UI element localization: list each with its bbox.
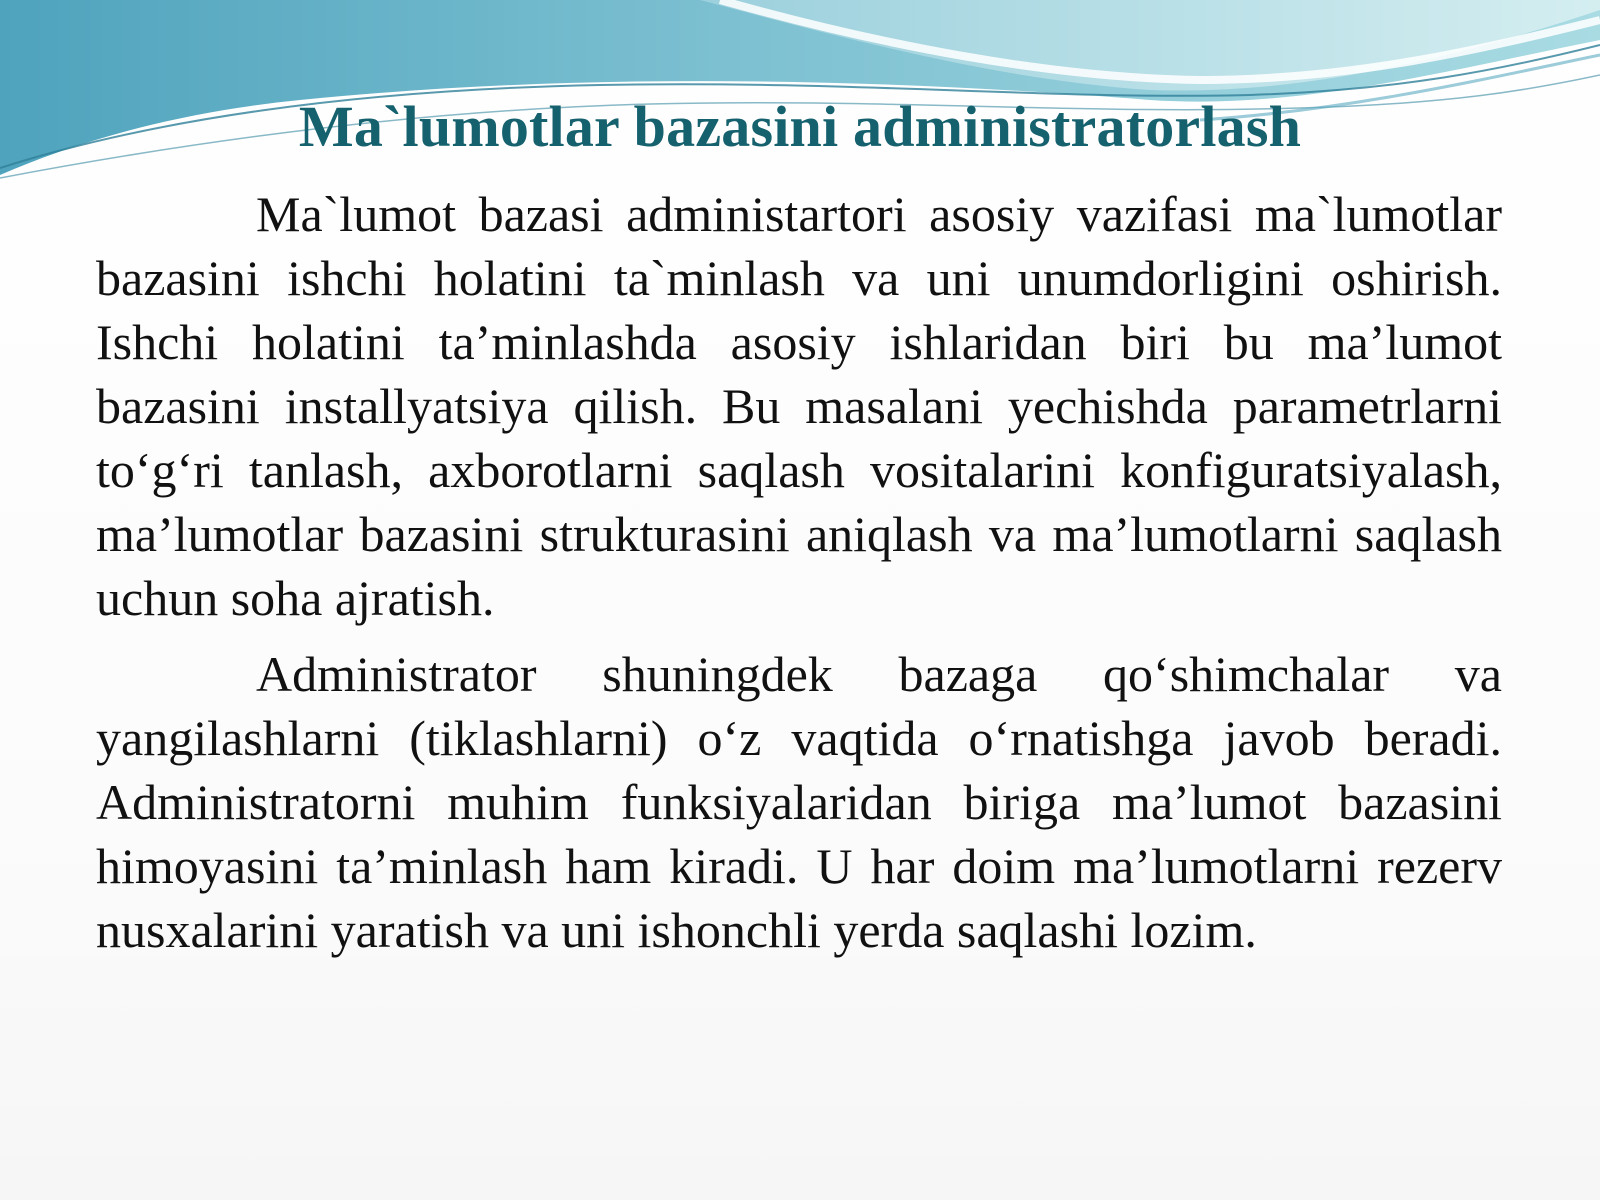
paragraph-2: Administrator shuningdek bazaga qo‘shimchalar va yangilashlarni (tiklashlarni) o‘z vaqtida o‘rnatishga javob beradi. Administratorni muhim funksiyalaridan biriga ma’lumot bazasini himoyasini ta’minlash ham kiradi. U har doim ma’lumotlarni rezerv nusxalarini yaratish va uni ishonchli yerda saqlashi lozim. (96, 646, 1502, 958)
paragraph-1: Ma`lumot bazasi administartori asosiy vazifasi ma`lumotlar bazasini ishchi holatini ta`minlash va uni unumdorligini oshirish. Ishchi holatini ta’minlashda asosiy ishlaridan biri bu ma’lumot bazasini installyatsiya qilish. Bu masalani yechishda parametrlarni to‘g‘ri tanlash, axborotlarni saqlash vositalarini konfiguratsiyalash, ma’lumotlar bazasini strukturasini aniqlash va ma’lumotlarni saqlash uchun soha ajratish. (96, 186, 1502, 626)
slide-body (96, 182, 1502, 974)
slide-title: Ma`lumotlar bazasini administratorlash (298, 94, 1302, 159)
